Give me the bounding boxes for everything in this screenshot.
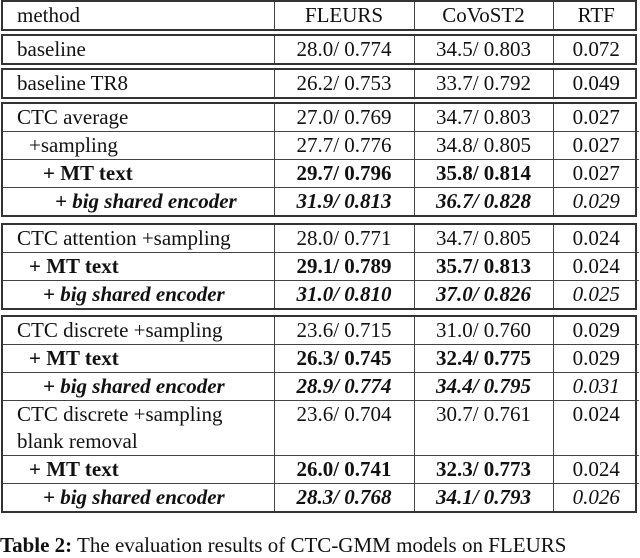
table-header-row [3, 2, 639, 29]
fleurs-cell: 29.7/ 0.796 [274, 160, 414, 188]
covost2-cell: 30.7/ 0.761 [414, 401, 553, 456]
rtf-cell: 0.025 [553, 281, 639, 309]
fleurs-cell: 26.2/ 0.753 [274, 70, 414, 97]
method-line-2: blank removal [17, 429, 138, 453]
covost2-cell: 34.7/ 0.805 [414, 225, 553, 253]
table-row [3, 188, 639, 216]
rtf-cell: 0.024 [553, 253, 639, 281]
covost2-cell: 35.8/ 0.814 [414, 160, 553, 188]
method-cell: +sampling [3, 132, 274, 160]
method-cell: + MT text [3, 345, 274, 373]
group-baseline [1, 34, 637, 65]
covost2-cell: 32.3/ 0.773 [414, 456, 553, 484]
covost2-cell: 37.0/ 0.826 [414, 281, 553, 309]
method-cell: + MT text [3, 160, 274, 188]
table-row [3, 132, 639, 160]
covost2-cell: 34.8/ 0.805 [414, 132, 553, 160]
table-row [3, 281, 639, 309]
table-row [3, 160, 639, 188]
method-cell: baseline TR8 [3, 70, 274, 97]
table-row [3, 70, 639, 97]
method-cell: baseline [3, 36, 274, 63]
fleurs-cell: 31.0/ 0.810 [274, 281, 414, 309]
rtf-cell: 0.031 [553, 373, 639, 401]
fleurs-cell: 31.9/ 0.813 [274, 188, 414, 216]
method-cell: + MT text [3, 456, 274, 484]
covost2-cell: 34.1/ 0.793 [414, 484, 553, 512]
rtf-cell: 0.049 [553, 70, 639, 97]
fleurs-cell: 28.9/ 0.774 [274, 373, 414, 401]
covost2-cell: 34.5/ 0.803 [414, 36, 553, 63]
covost2-cell: 34.4/ 0.795 [414, 373, 553, 401]
group-ctc-attention [1, 223, 637, 310]
method-cell: CTC average [3, 104, 274, 132]
table-header-block [1, 0, 637, 31]
fleurs-cell: 28.0/ 0.774 [274, 36, 414, 63]
method-cell: CTC discrete +sampling [3, 317, 274, 345]
table-row [3, 484, 639, 512]
method-cell: + big shared encoder [3, 281, 274, 309]
table-row [3, 225, 639, 253]
table-row [3, 104, 639, 132]
fleurs-cell: 28.0/ 0.771 [274, 225, 414, 253]
header-method: method [3, 2, 274, 29]
method-cell [3, 401, 274, 456]
fleurs-cell: 23.6/ 0.704 [274, 401, 414, 456]
covost2-cell: 33.7/ 0.792 [414, 70, 553, 97]
rtf-cell: 0.026 [553, 484, 639, 512]
covost2-cell: 36.7/ 0.828 [414, 188, 553, 216]
header-covost2: CoVoST2 [414, 2, 553, 29]
fleurs-cell: 23.6/ 0.715 [274, 317, 414, 345]
rtf-cell: 0.024 [553, 225, 639, 253]
header-rtf: RTF [553, 2, 639, 29]
rtf-cell: 0.072 [553, 36, 639, 63]
rtf-cell: 0.029 [553, 345, 639, 373]
method-cell: + big shared encoder [3, 373, 274, 401]
table-row [3, 317, 639, 345]
table-caption [0, 533, 566, 558]
method-cell: + big shared encoder [3, 188, 274, 216]
header-fleurs: FLEURS [274, 2, 414, 29]
rtf-cell: 0.027 [553, 104, 639, 132]
method-cell: + big shared encoder [3, 484, 274, 512]
table-row [3, 36, 639, 63]
rtf-cell: 0.024 [553, 456, 639, 484]
method-line-1: CTC discrete +sampling [17, 402, 223, 426]
rtf-cell: 0.027 [553, 132, 639, 160]
group-ctc-average [1, 102, 637, 217]
table-row [3, 456, 639, 484]
table-row [3, 345, 639, 373]
table-row [3, 401, 639, 456]
covost2-cell: 31.0/ 0.760 [414, 317, 553, 345]
group-baseline-tr8 [1, 68, 637, 99]
table-row [3, 253, 639, 281]
method-cell: + MT text [3, 253, 274, 281]
fleurs-cell: 29.1/ 0.789 [274, 253, 414, 281]
method-cell: CTC attention +sampling [3, 225, 274, 253]
rtf-cell: 0.027 [553, 160, 639, 188]
rtf-cell: 0.024 [553, 401, 639, 456]
table-row [3, 373, 639, 401]
group-ctc-discrete [1, 315, 637, 513]
covost2-cell: 34.7/ 0.803 [414, 104, 553, 132]
fleurs-cell: 26.0/ 0.741 [274, 456, 414, 484]
caption-text: The evaluation results of CTC-GMM models on FLEURS [72, 533, 567, 557]
covost2-cell: 32.4/ 0.775 [414, 345, 553, 373]
fleurs-cell: 26.3/ 0.745 [274, 345, 414, 373]
rtf-cell: 0.029 [553, 188, 639, 216]
caption-label: Table 2: [0, 533, 73, 557]
fleurs-cell: 27.7/ 0.776 [274, 132, 414, 160]
rtf-cell: 0.029 [553, 317, 639, 345]
fleurs-cell: 28.3/ 0.768 [274, 484, 414, 512]
covost2-cell: 35.7/ 0.813 [414, 253, 553, 281]
fleurs-cell: 27.0/ 0.769 [274, 104, 414, 132]
